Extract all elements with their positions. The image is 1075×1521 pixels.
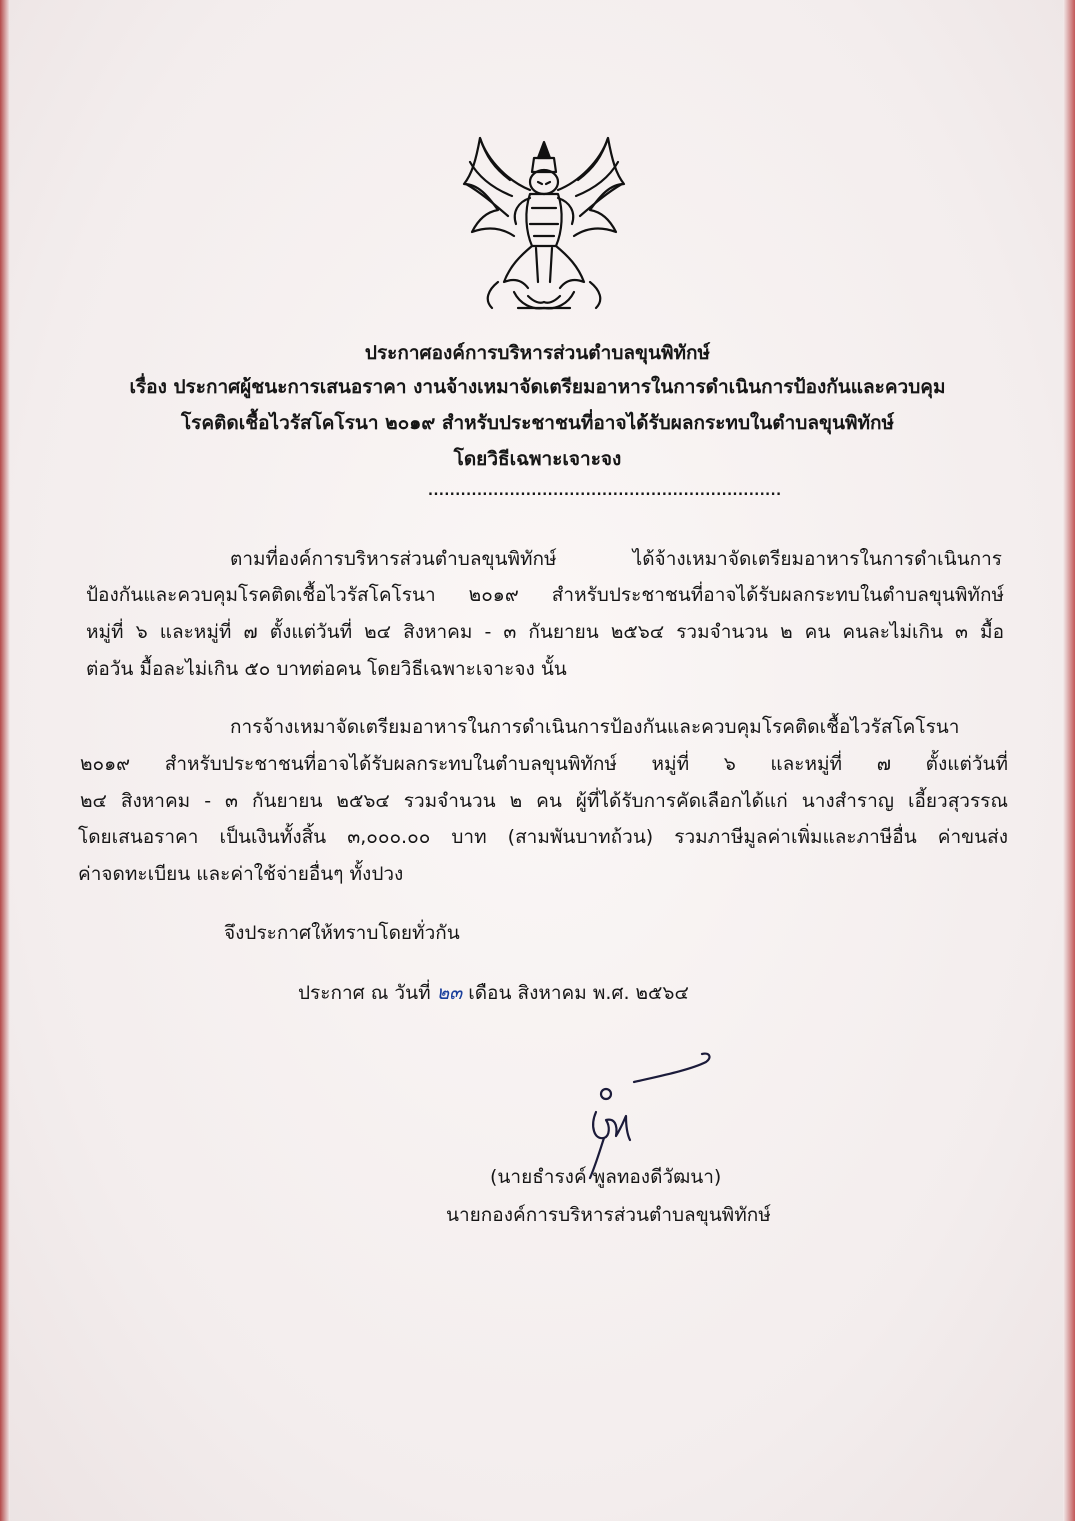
- signatory-title: นายกองค์การบริหารส่วนตำบลขุนพิทักษ์: [446, 1204, 771, 1226]
- subject-line-1: เรื่อง ประกาศผู้ชนะการเสนอราคา งานจ้างเหมาจัดเตรียมอาหารในการดำเนินการป้องกันและควบคุม: [129, 376, 946, 398]
- para2-line-4: โดยเสนอราคา เป็นเงินทั้งสิ้น ๓,๐๐๐.๐๐ บาท (สามพันบาทถ้วน) รวมภาษีมูลค่าเพิ่มและภาษีอื่น ค่าขนส่ง: [78, 826, 1008, 848]
- handwritten-day: ๒๓: [436, 982, 463, 1004]
- date-prefix: ประกาศ ณ วันที่: [298, 982, 431, 1004]
- subject-line-3: โดยวิธีเฉพาะเจาะจง: [453, 448, 622, 470]
- garuda-emblem-icon: [458, 132, 630, 316]
- para1-line-1: ตามที่องค์การบริหารส่วนตำบลขุนพิทักษ์ ได้จ้างเหมาจัดเตรียมอาหารในการดำเนินการ: [230, 548, 1002, 570]
- subject-line-2: โรคติดเชื้อไวรัสโคโรนา ๒๐๑๙ สำหรับประชาชนที่อาจได้รับผลกระทบในตำบลขุนพิทักษ์: [180, 412, 895, 434]
- signatory-name: (นายธำรงค์ พูลทองดีวัฒนา): [490, 1166, 722, 1188]
- para2-line-1: การจ้างเหมาจัดเตรียมอาหารในการดำเนินการป้องกันและควบคุมโรคติดเชื้อไวรัสโคโรนา: [230, 716, 960, 738]
- paper-edge-left: [0, 0, 10, 1521]
- para2-line-3: ๒๔ สิงหาคม - ๓ กันยายน ๒๕๖๔ รวมจำนวน ๒ คน ผู้ที่ได้รับการคัดเลือกได้แก่ นางสำราญ เอี้ยวสุวรรณ: [80, 790, 1008, 812]
- separator-dots: .................................................................: [428, 484, 782, 499]
- para2-line-5: ค่าจดทะเบียน และค่าใช้จ่ายอื่นๆ ทั้งปวง: [78, 863, 404, 885]
- para2-line-2: ๒๐๑๙ สำหรับประชาชนที่อาจได้รับผลกระทบในตำบลขุนพิทักษ์ หมู่ที่ ๖ และหมู่ที่ ๗ ตั้งแต่วันที่: [80, 753, 1008, 775]
- date-line: [298, 978, 689, 1008]
- paper-edge-right: [1063, 0, 1075, 1521]
- date-suffix: เดือน สิงหาคม พ.ศ. ๒๕๖๔: [468, 982, 689, 1004]
- para1-line-3: หมู่ที่ ๖ และหมู่ที่ ๗ ตั้งแต่วันที่ ๒๔ สิงหาคม - ๓ กันยายน ๒๕๖๔ รวมจำนวน ๒ คน คนละไม่เกิน ๓ มื้อ: [86, 621, 1004, 643]
- org-title: ประกาศองค์การบริหารส่วนตำบลขุนพิทักษ์: [364, 342, 711, 364]
- para1-line-4: ต่อวัน มื้อละไม่เกิน ๕๐ บาทต่อคน โดยวิธีเฉพาะเจาะจง นั้น: [86, 658, 567, 680]
- para1-line-2: ป้องกันและควบคุมโรคติดเชื้อไวรัสโคโรนา ๒๐๑๙ สำหรับประชาชนที่อาจได้รับผลกระทบในตำบลขุนพิทักษ์: [86, 584, 1004, 606]
- closing-line: จึงประกาศให้ทราบโดยทั่วกัน: [224, 922, 460, 944]
